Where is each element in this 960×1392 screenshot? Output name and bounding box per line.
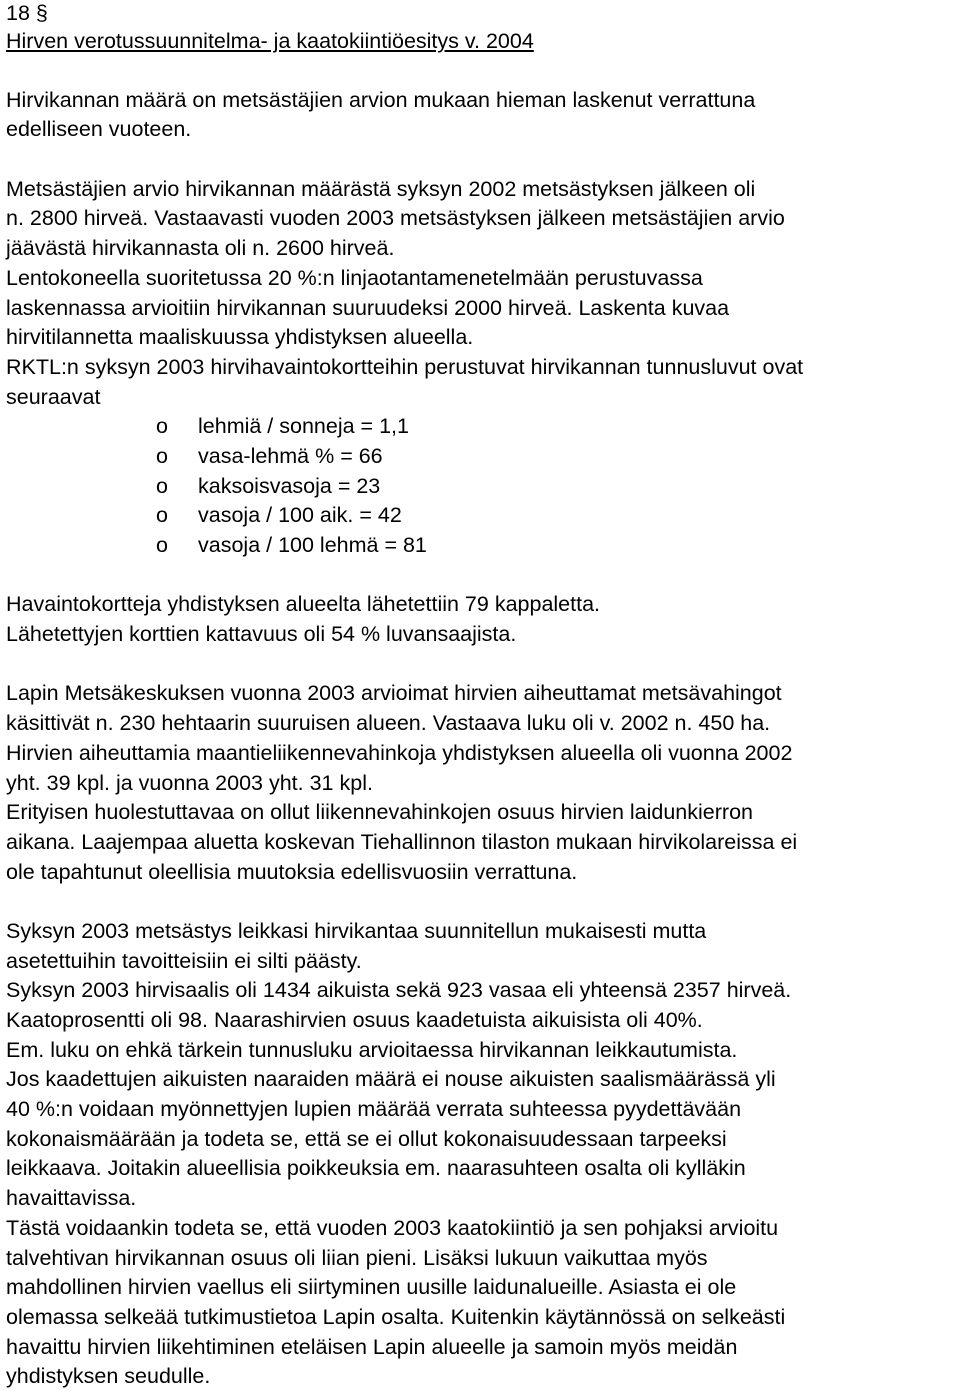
bullet: o <box>156 503 168 528</box>
text-line: seuraavat <box>6 384 101 409</box>
text-line: Hirvien aiheuttamia maantieliikennevahinkoja yhdistyksen alueella oli vuonna 2002 <box>6 740 793 765</box>
text-line: Havaintokortteja yhdistyksen alueelta lähetettiin 79 kappaletta. <box>6 592 601 617</box>
text-line: n. 2800 hirveä. Vastaavasti vuoden 2003 metsästyksen jälkeen metsästäjien arvio <box>6 206 785 231</box>
paragraph-population-estimates <box>6 175 956 413</box>
document-title: Hirven verotussuunnitelma- ja kaatokiintiöesitys v. 2004 <box>6 29 534 53</box>
text-line: Syksyn 2003 hirvisaalis oli 1434 aikuista sekä 923 vasaa eli yhteensä 2357 hirveä. <box>6 978 792 1003</box>
list-item-text: kaksoisvasoja = 23 <box>198 473 381 498</box>
text-line: mahdollinen hirvien vaellus eli siirtyminen uusille laidunalueille. Asiasta ei ole <box>6 1275 737 1300</box>
text-line: Tästä voidaankin todeta se, että vuoden 2003 kaatokiintiö ja sen pohjaksi arvioitu <box>6 1215 779 1240</box>
text-line: Em. luku on ehkä tärkein tunnusluku arvioitaessa hirvikannan leikkautumista. <box>6 1037 738 1062</box>
text-line: asetettuihin tavoitteisiin ei silti päästy. <box>6 948 362 973</box>
list-item <box>6 472 956 502</box>
bullet: o <box>156 414 168 439</box>
text-line: kokonaismäärään ja todeta se, että se ei ollut kokonaisuudessaan tarpeeksi <box>6 1126 727 1151</box>
text-line: Erityisen huolestuttavaa on ollut liikennevahinkojen osuus hirvien laidunkierron <box>6 800 753 825</box>
bullet: o <box>156 533 168 557</box>
bullet: o <box>156 473 168 498</box>
list-item <box>6 412 956 442</box>
text-line: talvehtivan hirvikannan osuus oli liian pieni. Lisäksi lukuun vaikuttaa myös <box>6 1245 708 1270</box>
bullet: o <box>156 443 168 468</box>
paragraph-observation-cards <box>6 590 956 649</box>
text-line: Jos kaadettujen aikuisten naaraiden määrä ei nouse aikuisten saalismäärässä yli <box>6 1067 776 1092</box>
text-line: käsittivät n. 230 hehtaarin suuruisen alueen. Vastaava luku oli v. 2002 n. 450 ha. <box>6 711 771 736</box>
paragraph-damages <box>6 679 956 887</box>
list-item-text: lehmiä / sonneja = 1,1 <box>198 414 409 439</box>
text-line: olemassa selkeää tutkimustietoa Lapin osalta. Kuitenkin käytännössä on selkeästi <box>6 1304 786 1329</box>
key-figures-list <box>6 412 956 560</box>
text-line: 40 %:n voidaan myönnettyjen lupien määrää verrata suhteessa pyydettävään <box>6 1097 742 1122</box>
text-line: leikkaava. Joitakin alueellisia poikkeuksia em. naarasuhteen osalta oli kylläkin <box>6 1156 746 1181</box>
text-line: havaittu hirvien liikehtiminen eteläisen Lapin alueelle ja samoin myös meidän <box>6 1334 738 1359</box>
text-line: yhdistyksen seudulle. <box>6 1364 211 1389</box>
list-item <box>6 442 956 472</box>
spacer <box>6 887 956 917</box>
list-item-text: vasa-lehmä % = 66 <box>198 443 383 468</box>
text-line: havaittavissa. <box>6 1186 137 1211</box>
text-line: Kaatoprosentti oli 98. Naarashirvien osuus kaadetuista aikuisista oli 40%. <box>6 1008 703 1032</box>
page-number: 18 § <box>6 1 48 25</box>
text-line: ole tapahtunut oleellisia muutoksia edellisvuosiin verrattuna. <box>6 859 578 884</box>
list-item <box>6 501 956 531</box>
paragraph-population-trend <box>6 86 956 145</box>
text-line: yht. 39 kpl. ja vuonna 2003 yht. 31 kpl. <box>6 770 373 795</box>
document-page <box>6 0 956 1392</box>
text-line: RKTL:n syksyn 2003 hirvihavaintokortteihin perustuvat hirvikannan tunnusluvut ovat <box>6 354 804 379</box>
text-line: laskennassa arvioitiin hirvikannan suuruudeksi 2000 hirveä. Laskenta kuvaa <box>6 295 730 320</box>
text-line: Lähetettyjen korttien kattavuus oli 54 % luvansaajista. <box>6 622 517 647</box>
text-line: Hirvikannan määrä on metsästäjien arvion mukaan hieman laskenut verrattuna <box>6 87 756 112</box>
text-line: edelliseen vuoteen. <box>6 117 192 142</box>
text-line: Syksyn 2003 metsästys leikkasi hirvikantaa suunnitellun mukaisesti mutta <box>6 918 707 943</box>
spacer <box>6 561 956 591</box>
spacer <box>6 145 956 175</box>
list-item-text: vasoja / 100 lehmä = 81 <box>198 533 427 557</box>
text-line: jäävästä hirvikannasta oli n. 2600 hirveä. <box>6 236 395 261</box>
spacer <box>6 56 956 86</box>
text-line: hirvitilannetta maaliskuussa yhdistyksen alueella. <box>6 325 474 350</box>
text-line: aikana. Laajempaa aluetta koskevan Tiehallinnon tilaston mukaan hirvikolareissa ei <box>6 829 798 854</box>
list-item <box>6 531 956 561</box>
paragraph-hunting-results <box>6 917 956 1392</box>
text-line: Lentokoneella suoritetussa 20 %:n linjaotantamenetelmään perustuvassa <box>6 265 703 290</box>
text-line: Lapin Metsäkeskuksen vuonna 2003 arvioimat hirvien aiheuttamat metsävahingot <box>6 681 782 706</box>
spacer <box>6 650 956 680</box>
list-item-text: vasoja / 100 aik. = 42 <box>198 503 402 528</box>
text-line: Metsästäjien arvio hirvikannan määrästä syksyn 2002 metsästyksen jälkeen oli <box>6 176 756 201</box>
